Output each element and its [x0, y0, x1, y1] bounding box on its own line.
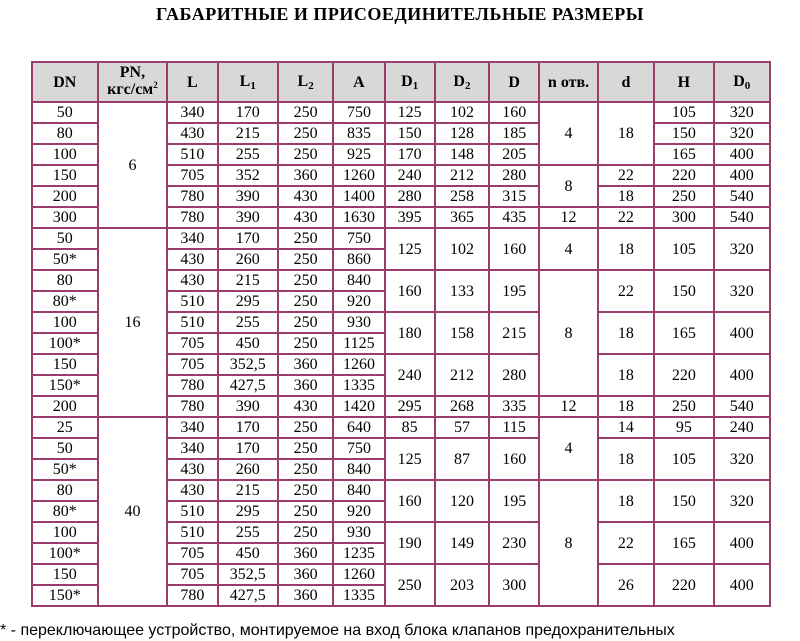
cell-l: 780 — [167, 186, 217, 207]
cell-d-small: 22 — [598, 270, 654, 312]
cell-d-small: 18 — [598, 438, 654, 480]
cell-l: 780 — [167, 207, 217, 228]
cell-a: 925 — [333, 144, 384, 165]
cell-dn: 50* — [32, 249, 98, 270]
cell-a: 1420 — [333, 396, 384, 417]
cell-d: 300 — [489, 564, 539, 606]
cell-d0: 400 — [714, 312, 770, 354]
cell-dn: 80 — [32, 480, 98, 501]
cell-d: 160 — [489, 438, 539, 480]
cell-d2: 212 — [435, 165, 489, 186]
cell-l: 780 — [167, 396, 217, 417]
cell-d2: 128 — [435, 123, 489, 144]
cell-a: 835 — [333, 123, 384, 144]
cell-dn: 150 — [32, 564, 98, 585]
cell-l1: 255 — [218, 522, 278, 543]
cell-d1: 395 — [385, 207, 435, 228]
cell-l1: 427,5 — [218, 375, 278, 396]
cell-d2: 158 — [435, 312, 489, 354]
cell-l1: 170 — [218, 438, 278, 459]
header-d1: D1 — [385, 62, 435, 102]
cell-a: 840 — [333, 459, 384, 480]
cell-d: 315 — [489, 186, 539, 207]
cell-l2: 430 — [278, 186, 333, 207]
cell-l1: 450 — [218, 333, 278, 354]
cell-a: 750 — [333, 228, 384, 249]
cell-a: 840 — [333, 480, 384, 501]
cell-h: 220 — [654, 165, 713, 186]
cell-l1: 295 — [218, 501, 278, 522]
cell-d: 335 — [489, 396, 539, 417]
header-l: L — [167, 62, 217, 102]
header-d: D — [489, 62, 539, 102]
cell-d1: 125 — [385, 438, 435, 480]
cell-dn: 50 — [32, 438, 98, 459]
cell-d0: 320 — [714, 228, 770, 270]
header-d0: D0 — [714, 62, 770, 102]
cell-l1: 255 — [218, 312, 278, 333]
cell-n-holes: 12 — [539, 207, 597, 228]
cell-d-small: 18 — [598, 228, 654, 270]
cell-d1: 170 — [385, 144, 435, 165]
cell-dn: 150* — [32, 375, 98, 396]
table-row — [32, 417, 770, 438]
cell-d0: 320 — [714, 480, 770, 522]
cell-h: 250 — [654, 396, 713, 417]
cell-h: 150 — [654, 123, 713, 144]
cell-l2: 250 — [278, 417, 333, 438]
cell-d0: 400 — [714, 564, 770, 606]
cell-h: 300 — [654, 207, 713, 228]
cell-n-holes: 8 — [539, 165, 597, 207]
table-header-row — [32, 62, 770, 102]
cell-d2: 365 — [435, 207, 489, 228]
cell-d: 280 — [489, 165, 539, 186]
cell-d0: 400 — [714, 165, 770, 186]
header-l1: L1 — [218, 62, 278, 102]
cell-dn: 200 — [32, 396, 98, 417]
header-a: A — [333, 62, 384, 102]
cell-l2: 250 — [278, 123, 333, 144]
cell-a: 1235 — [333, 543, 384, 564]
cell-l2: 250 — [278, 291, 333, 312]
cell-l2: 250 — [278, 333, 333, 354]
cell-dn: 100* — [32, 333, 98, 354]
page-title: ГАБАРИТНЫЕ И ПРИСОЕДИНИТЕЛЬНЫЕ РАЗМЕРЫ — [156, 4, 644, 24]
cell-l2: 360 — [278, 564, 333, 585]
cell-dn: 100* — [32, 543, 98, 564]
cell-d2: 87 — [435, 438, 489, 480]
cell-n-holes: 8 — [539, 480, 597, 606]
cell-l2: 250 — [278, 270, 333, 291]
cell-d2: 203 — [435, 564, 489, 606]
cell-dn: 80 — [32, 123, 98, 144]
cell-d-small: 14 — [598, 417, 654, 438]
cell-a: 840 — [333, 270, 384, 291]
cell-d2: 57 — [435, 417, 489, 438]
cell-l1: 450 — [218, 543, 278, 564]
header-d2: D2 — [435, 62, 489, 102]
cell-d-small: 26 — [598, 564, 654, 606]
cell-a: 1260 — [333, 564, 384, 585]
cell-l: 510 — [167, 312, 217, 333]
cell-l1: 260 — [218, 249, 278, 270]
cell-d: 115 — [489, 417, 539, 438]
cell-d2: 268 — [435, 396, 489, 417]
cell-d1: 160 — [385, 480, 435, 522]
cell-a: 920 — [333, 501, 384, 522]
cell-a: 930 — [333, 522, 384, 543]
cell-d0: 540 — [714, 207, 770, 228]
header-n-holes: n отв. — [539, 62, 597, 102]
cell-h: 165 — [654, 522, 713, 564]
cell-d0: 400 — [714, 144, 770, 165]
cell-d: 195 — [489, 270, 539, 312]
cell-d-small: 22 — [598, 207, 654, 228]
cell-l1: 170 — [218, 102, 278, 123]
cell-l: 340 — [167, 417, 217, 438]
cell-d0: 540 — [714, 396, 770, 417]
cell-a: 860 — [333, 249, 384, 270]
header-h: H — [654, 62, 713, 102]
header-l2: L2 — [278, 62, 333, 102]
cell-l: 705 — [167, 333, 217, 354]
cell-n-holes: 4 — [539, 417, 597, 480]
cell-l1: 390 — [218, 186, 278, 207]
cell-l1: 255 — [218, 144, 278, 165]
cell-d1: 250 — [385, 564, 435, 606]
cell-dn: 25 — [32, 417, 98, 438]
cell-d1: 85 — [385, 417, 435, 438]
cell-d2: 102 — [435, 102, 489, 123]
header-dn: DN — [32, 62, 98, 102]
cell-dn: 150 — [32, 165, 98, 186]
cell-d-small: 18 — [598, 186, 654, 207]
cell-l2: 360 — [278, 165, 333, 186]
cell-d1: 160 — [385, 270, 435, 312]
cell-a: 750 — [333, 438, 384, 459]
cell-h: 150 — [654, 480, 713, 522]
cell-d0: 320 — [714, 438, 770, 480]
cell-d0: 320 — [714, 270, 770, 312]
cell-a: 750 — [333, 102, 384, 123]
table-row — [32, 228, 770, 249]
cell-l: 430 — [167, 480, 217, 501]
cell-l2: 430 — [278, 396, 333, 417]
cell-a: 1260 — [333, 354, 384, 375]
cell-l: 430 — [167, 270, 217, 291]
cell-l2: 360 — [278, 543, 333, 564]
cell-l: 510 — [167, 522, 217, 543]
cell-h: 105 — [654, 102, 713, 123]
cell-d: 230 — [489, 522, 539, 564]
cell-l1: 170 — [218, 417, 278, 438]
cell-dn: 100 — [32, 522, 98, 543]
cell-d: 435 — [489, 207, 539, 228]
cell-l2: 360 — [278, 375, 333, 396]
cell-l: 430 — [167, 123, 217, 144]
cell-d-small: 18 — [598, 396, 654, 417]
cell-a: 1125 — [333, 333, 384, 354]
cell-dn: 50 — [32, 228, 98, 249]
cell-d: 215 — [489, 312, 539, 354]
cell-d0: 400 — [714, 522, 770, 564]
cell-l: 510 — [167, 144, 217, 165]
cell-l: 510 — [167, 291, 217, 312]
cell-dn: 80 — [32, 270, 98, 291]
cell-d0: 240 — [714, 417, 770, 438]
cell-l1: 260 — [218, 459, 278, 480]
cell-dn: 80* — [32, 291, 98, 312]
cell-h: 220 — [654, 564, 713, 606]
cell-d1: 295 — [385, 396, 435, 417]
cell-d2: 149 — [435, 522, 489, 564]
cell-a: 640 — [333, 417, 384, 438]
cell-d1: 125 — [385, 228, 435, 270]
cell-h: 165 — [654, 144, 713, 165]
cell-l1: 215 — [218, 270, 278, 291]
cell-d2: 148 — [435, 144, 489, 165]
cell-d: 185 — [489, 123, 539, 144]
cell-dn: 100 — [32, 312, 98, 333]
cell-l1: 390 — [218, 396, 278, 417]
cell-d1: 180 — [385, 312, 435, 354]
cell-a: 1400 — [333, 186, 384, 207]
cell-l1: 427,5 — [218, 585, 278, 606]
cell-h: 95 — [654, 417, 713, 438]
cell-d0: 540 — [714, 186, 770, 207]
cell-l1: 295 — [218, 291, 278, 312]
cell-dn: 80* — [32, 501, 98, 522]
cell-h: 220 — [654, 354, 713, 396]
cell-d-small: 22 — [598, 522, 654, 564]
cell-l1: 215 — [218, 123, 278, 144]
cell-l1: 215 — [218, 480, 278, 501]
cell-l1: 170 — [218, 228, 278, 249]
cell-l2: 360 — [278, 354, 333, 375]
cell-dn: 100 — [32, 144, 98, 165]
cell-a: 920 — [333, 291, 384, 312]
cell-pn: 40 — [98, 417, 168, 606]
cell-n-holes: 8 — [539, 270, 597, 396]
cell-d: 205 — [489, 144, 539, 165]
cell-l2: 250 — [278, 228, 333, 249]
cell-pn: 16 — [98, 228, 168, 417]
cell-l: 705 — [167, 354, 217, 375]
cell-l1: 352 — [218, 165, 278, 186]
cell-dn: 300 — [32, 207, 98, 228]
cell-d: 160 — [489, 102, 539, 123]
cell-n-holes: 4 — [539, 102, 597, 165]
cell-l: 510 — [167, 501, 217, 522]
cell-d2: 102 — [435, 228, 489, 270]
cell-l2: 250 — [278, 501, 333, 522]
footnote: * - переключающее устройство, монтируемое на вход блока клапанов предохранительных — [0, 622, 675, 639]
cell-l: 780 — [167, 585, 217, 606]
cell-a: 1335 — [333, 585, 384, 606]
cell-l: 340 — [167, 102, 217, 123]
cell-d1: 125 — [385, 102, 435, 123]
cell-d1: 280 — [385, 186, 435, 207]
cell-dn: 200 — [32, 186, 98, 207]
cell-d0: 320 — [714, 123, 770, 144]
cell-a: 930 — [333, 312, 384, 333]
cell-l: 780 — [167, 375, 217, 396]
cell-l2: 250 — [278, 459, 333, 480]
cell-d-small: 18 — [598, 480, 654, 522]
cell-d: 195 — [489, 480, 539, 522]
cell-l: 705 — [167, 564, 217, 585]
cell-d-small: 18 — [598, 102, 654, 165]
cell-dn: 50* — [32, 459, 98, 480]
dimensions-table — [31, 61, 771, 607]
cell-d2: 120 — [435, 480, 489, 522]
cell-l2: 250 — [278, 480, 333, 501]
table-row — [32, 102, 770, 123]
cell-l: 430 — [167, 249, 217, 270]
cell-a: 1335 — [333, 375, 384, 396]
cell-d-small: 22 — [598, 165, 654, 186]
cell-l: 705 — [167, 165, 217, 186]
cell-a: 1630 — [333, 207, 384, 228]
cell-l: 340 — [167, 438, 217, 459]
cell-d1: 190 — [385, 522, 435, 564]
header-pn: PN, кгс/$см^2$ — [98, 62, 168, 102]
cell-dn: 50 — [32, 102, 98, 123]
cell-d-small: 18 — [598, 312, 654, 354]
cell-l1: 352,5 — [218, 564, 278, 585]
cell-d: 160 — [489, 228, 539, 270]
cell-d-small: 18 — [598, 354, 654, 396]
cell-l2: 250 — [278, 249, 333, 270]
cell-dn: 150* — [32, 585, 98, 606]
header-d-small: d — [598, 62, 654, 102]
cell-l1: 390 — [218, 207, 278, 228]
cell-pn: 6 — [98, 102, 168, 228]
cell-l1: 352,5 — [218, 354, 278, 375]
cell-h: 105 — [654, 228, 713, 270]
cell-d2: 258 — [435, 186, 489, 207]
cell-l2: 250 — [278, 438, 333, 459]
cell-dn: 150 — [32, 354, 98, 375]
cell-a: 1260 — [333, 165, 384, 186]
cell-d0: 400 — [714, 354, 770, 396]
cell-l2: 250 — [278, 522, 333, 543]
cell-l2: 250 — [278, 144, 333, 165]
cell-l2: 250 — [278, 312, 333, 333]
cell-h: 165 — [654, 312, 713, 354]
cell-d1: 240 — [385, 165, 435, 186]
cell-h: 250 — [654, 186, 713, 207]
cell-d: 280 — [489, 354, 539, 396]
cell-l2: 250 — [278, 102, 333, 123]
cell-n-holes: 4 — [539, 228, 597, 270]
cell-d1: 150 — [385, 123, 435, 144]
cell-h: 105 — [654, 438, 713, 480]
cell-l2: 430 — [278, 207, 333, 228]
cell-d2: 133 — [435, 270, 489, 312]
cell-d0: 320 — [714, 102, 770, 123]
cell-n-holes: 12 — [539, 396, 597, 417]
cell-l2: 360 — [278, 585, 333, 606]
cell-l: 430 — [167, 459, 217, 480]
cell-h: 150 — [654, 270, 713, 312]
cell-l: 705 — [167, 543, 217, 564]
cell-d2: 212 — [435, 354, 489, 396]
cell-d1: 240 — [385, 354, 435, 396]
cell-l: 340 — [167, 228, 217, 249]
